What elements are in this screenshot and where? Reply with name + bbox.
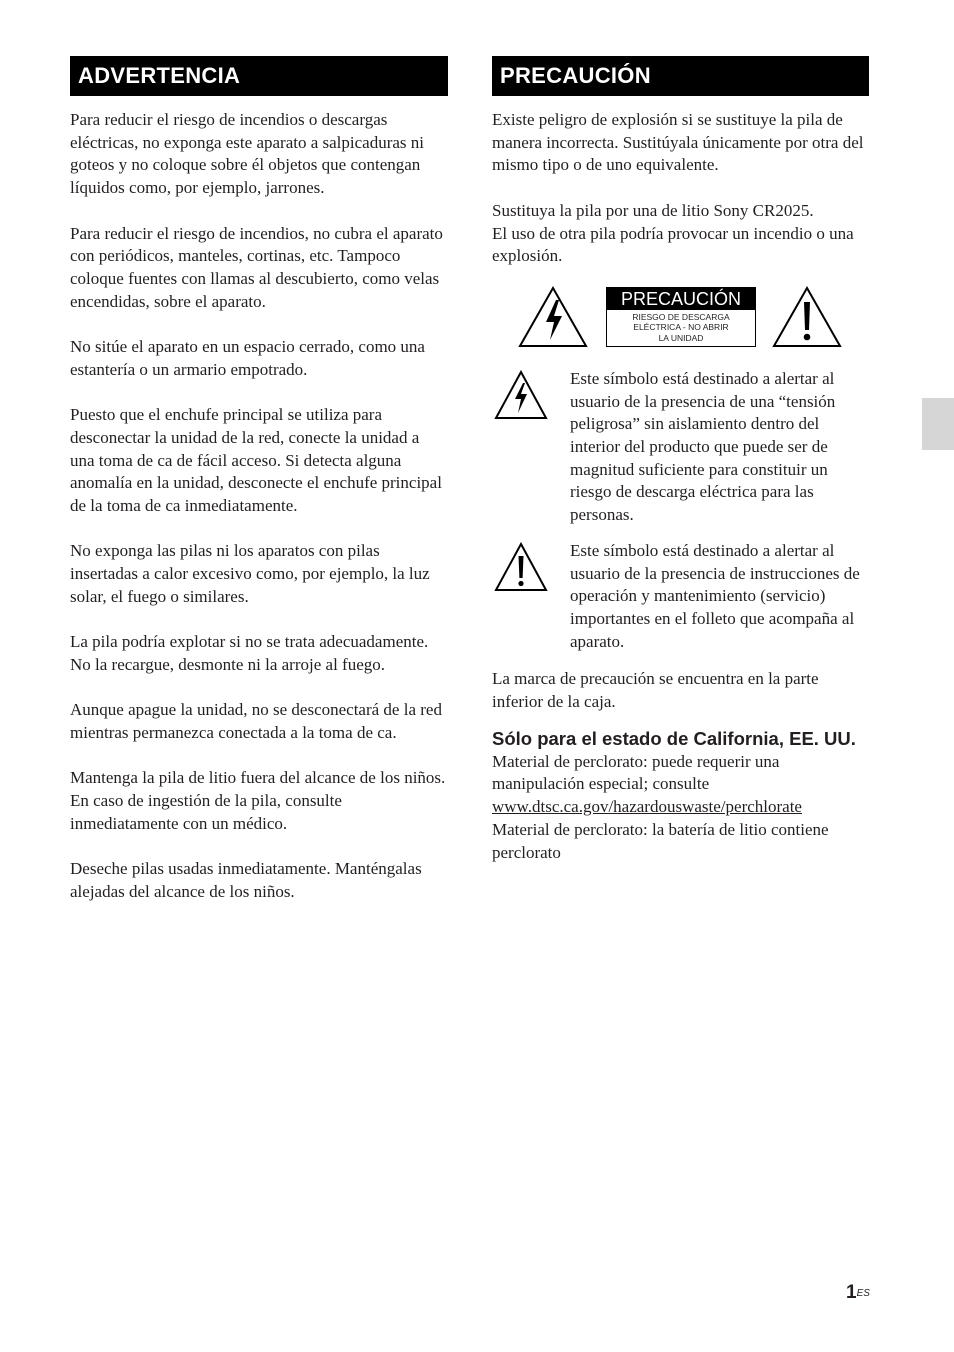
warning-paragraph: No sitúe el aparato en un espacio cerrado, como una estantería o un armario empotrado.	[70, 337, 425, 379]
california-text	[492, 751, 869, 865]
marking-note: La marca de precaución se encuentra en la parte inferior de la caja.	[492, 669, 819, 712]
perchlorate-battery-note: Material de perclorato: la batería de litio contiene perclorato	[492, 819, 829, 862]
california-heading: Sólo para el estado de California, EE. UU.	[492, 727, 856, 749]
caution-paragraph: Sustituya la pila por una de litio Sony CR2025. El uso de otra pila podría provocar un incendio o una explosión.	[492, 200, 854, 266]
page-number	[846, 1282, 870, 1304]
exclamation-triangle-icon	[494, 542, 548, 592]
warning-paragraph: Aunque apague la unidad, no se desconectará de la red mientras permanezca conectada a la toma de ca.	[70, 700, 442, 742]
caution-label-box	[606, 287, 756, 347]
perchlorate-link[interactable]: www.dtsc.ca.gov/hazardouswaste/perchlorate	[492, 797, 802, 817]
caution-paragraph: Existe peligro de explosión si se sustituye la pila de manera incorrecta. Sustitúyala únicamente por otra del mismo tipo o de uno equivalente.	[492, 110, 864, 175]
warning-paragraph: No exponga las pilas ni los aparatos con pilas insertadas a calor excesivo como, por ejemplo, la luz solar, el fuego o similares.	[70, 541, 430, 606]
page-number-value: 1	[846, 1282, 857, 1303]
exclamation-triangle-icon	[772, 286, 842, 348]
warning-paragraph: Para reducir el riesgo de incendios, no cubra el aparato con periódicos, manteles, cortinas, etc. Tampoco coloque fuentes con llamas al descubierto, como velas encendidas, sobre el aparato.	[70, 223, 443, 311]
lightning-triangle-icon	[494, 370, 548, 420]
section-thumb-tab	[922, 398, 954, 450]
advertencia-heading: ADVERTENCIA	[70, 56, 448, 96]
caution-label	[492, 286, 869, 348]
warning-paragraph: Deseche pilas usadas inmediatamente. Manténgalas alejadas del alcance de los niños.	[70, 859, 422, 901]
precaucion-heading: PRECAUCIÓN	[492, 56, 869, 96]
symbol-description: Este símbolo está destinado a alertar al usuario de la presencia de una “tensión peligrosa” sin aislamiento dentro del interior del producto que puede ser de magnitud suficiente para constituir un riesgo de descarga eléctrica para las personas.	[570, 368, 836, 525]
lightning-triangle-icon	[518, 286, 588, 348]
warning-paragraph: Mantenga la pila de litio fuera del alcance de los niños. En caso de ingestión de la pila, consulte inmediatamente con un médico.	[70, 768, 446, 833]
caution-label-text: RIESGO DE DESCARGA ELÉCTRICA - NO ABRIR LA UNIDAD	[632, 311, 730, 343]
advertencia-column	[70, 56, 448, 903]
symbol-explanation-row	[492, 540, 869, 654]
caution-label-title: PRECAUCIÓN	[607, 288, 755, 310]
symbol-description: Este símbolo está destinado a alertar al usuario de la presencia de instrucciones de operación y mantenimiento (servicio) importantes en el folleto que acompaña al aparato.	[570, 540, 860, 651]
symbol-explanation-row	[492, 368, 869, 527]
precaucion-column	[492, 56, 869, 864]
warning-paragraph: Para reducir el riesgo de incendios o descargas eléctricas, no exponga este aparato a salpicaduras ni goteos y no coloque sobre él objetos que contengan líquidos como, por ejemplo, jarrones.	[70, 110, 425, 198]
perchlorate-note: Material de perclorato: puede requerir una manipulación especial; consulte	[492, 751, 780, 794]
warning-paragraph: La pila podría explotar si no se trata adecuadamente. No la recargue, desmonte ni la arroje al fuego.	[70, 632, 429, 674]
warning-paragraph: Puesto que el enchufe principal se utiliza para desconectar la unidad de la red, conecte la unidad a una toma de ca de fácil acceso. Si detecta alguna anomalía en la unidad, desconecte el enchufe principal de la toma de ca inmediatamente.	[70, 405, 442, 515]
page-language-suffix: ES	[856, 1288, 870, 1299]
